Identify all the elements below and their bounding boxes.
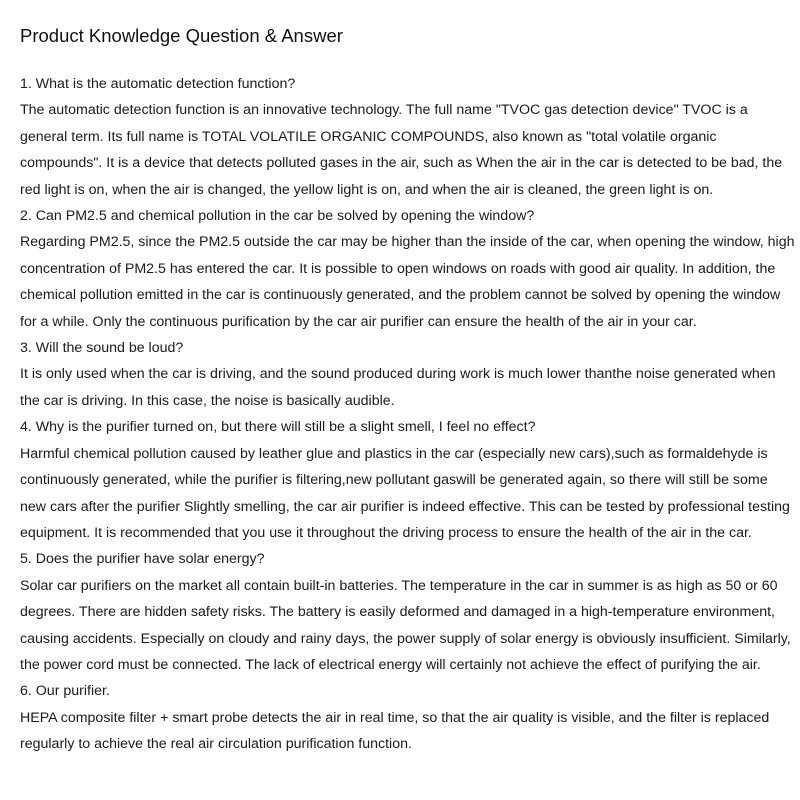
question-1: 1. What is the automatic detection function? (20, 76, 296, 92)
question-4: 4. Why is the purifier turned on, but there will still be a slight smell, I feel no effect? (20, 419, 536, 436)
answer-1: The automatic detection function is an innovative technology. The full name "TVOC gas detection device" TVOC is a general term. Its full name is TOTAL VOLATILE ORGANIC COMPOUNDS, also known as "total volatile organic compounds". It is a device that detects polluted gases in the air, such as When the air in the car is detected to be bad, the red light is on, when the air is changed, the yellow light is on, and when the air is cleaned, the green light is on. (20, 102, 783, 198)
qa-item-3 (20, 335, 796, 414)
qa-item-6 (20, 678, 796, 757)
question-3: 3. Will the sound be loud? (20, 340, 184, 357)
answer-4: Harmful chemical pollution caused by leather glue and plastics in the car (especially new cars),such as formaldehyde is continuously generated, while the purifier is filtering,new pollutant gaswill be generated again, so there will still be some new cars after the purifier Slightly smelling, the car air purifier is indeed effective. This can be tested by professional testing equipment. It is recommended that you use it throughout the driving process to ensure the health of the air in the car. (20, 445, 790, 541)
page-title: Product Knowledge Question & Answer (20, 25, 343, 46)
answer-5: Solar car purifiers on the market all contain built-in batteries. The temperature in the car in summer is as high as 50 or 60 degrees. There are hidden safety risks. The battery is easily deformed and damaged in a high-temperature environment, causing accidents. Especially on cloudy and rainy days, the power supply of solar energy is obviously insufficient. Similarly, the power cord must be connected. The lack of electrical energy will certainly not achieve the effect of purifying the air. (20, 577, 791, 673)
answer-3: It is only used when the car is driving, and the sound produced during work is much lower thanthe noise generated when the car is driving. In this case, the noise is basically audible. (20, 366, 776, 409)
qa-item-5 (20, 546, 796, 678)
qa-item-4 (20, 414, 796, 546)
answer-6: HEPA composite filter + smart probe detects the air in real time, so that the air quality is visible, and the filter is replaced regularly to achieve the real air circulation purification function. (20, 709, 770, 753)
question-2: 2. Can PM2.5 and chemical pollution in the car be solved by opening the window? (20, 208, 535, 225)
qa-item-1 (20, 71, 796, 203)
qa-list (20, 71, 796, 758)
qa-item-2 (20, 203, 796, 335)
answer-2: Regarding PM2.5, since the PM2.5 outside the car may be higher than the inside of the car, when opening the window, high concentration of PM2.5 has entered the car. It is possible to open windows on roads with good air quality. In addition, the chemical pollution emitted in the car is continuously generated, and the problem cannot be solved by opening the window for a while. Only the continuous purification by the car air purifier can ensure the health of the air in your car. (20, 234, 795, 330)
question-5: 5. Does the purifier have solar energy? (20, 551, 265, 568)
question-6: 6. Our purifier. (20, 683, 110, 700)
